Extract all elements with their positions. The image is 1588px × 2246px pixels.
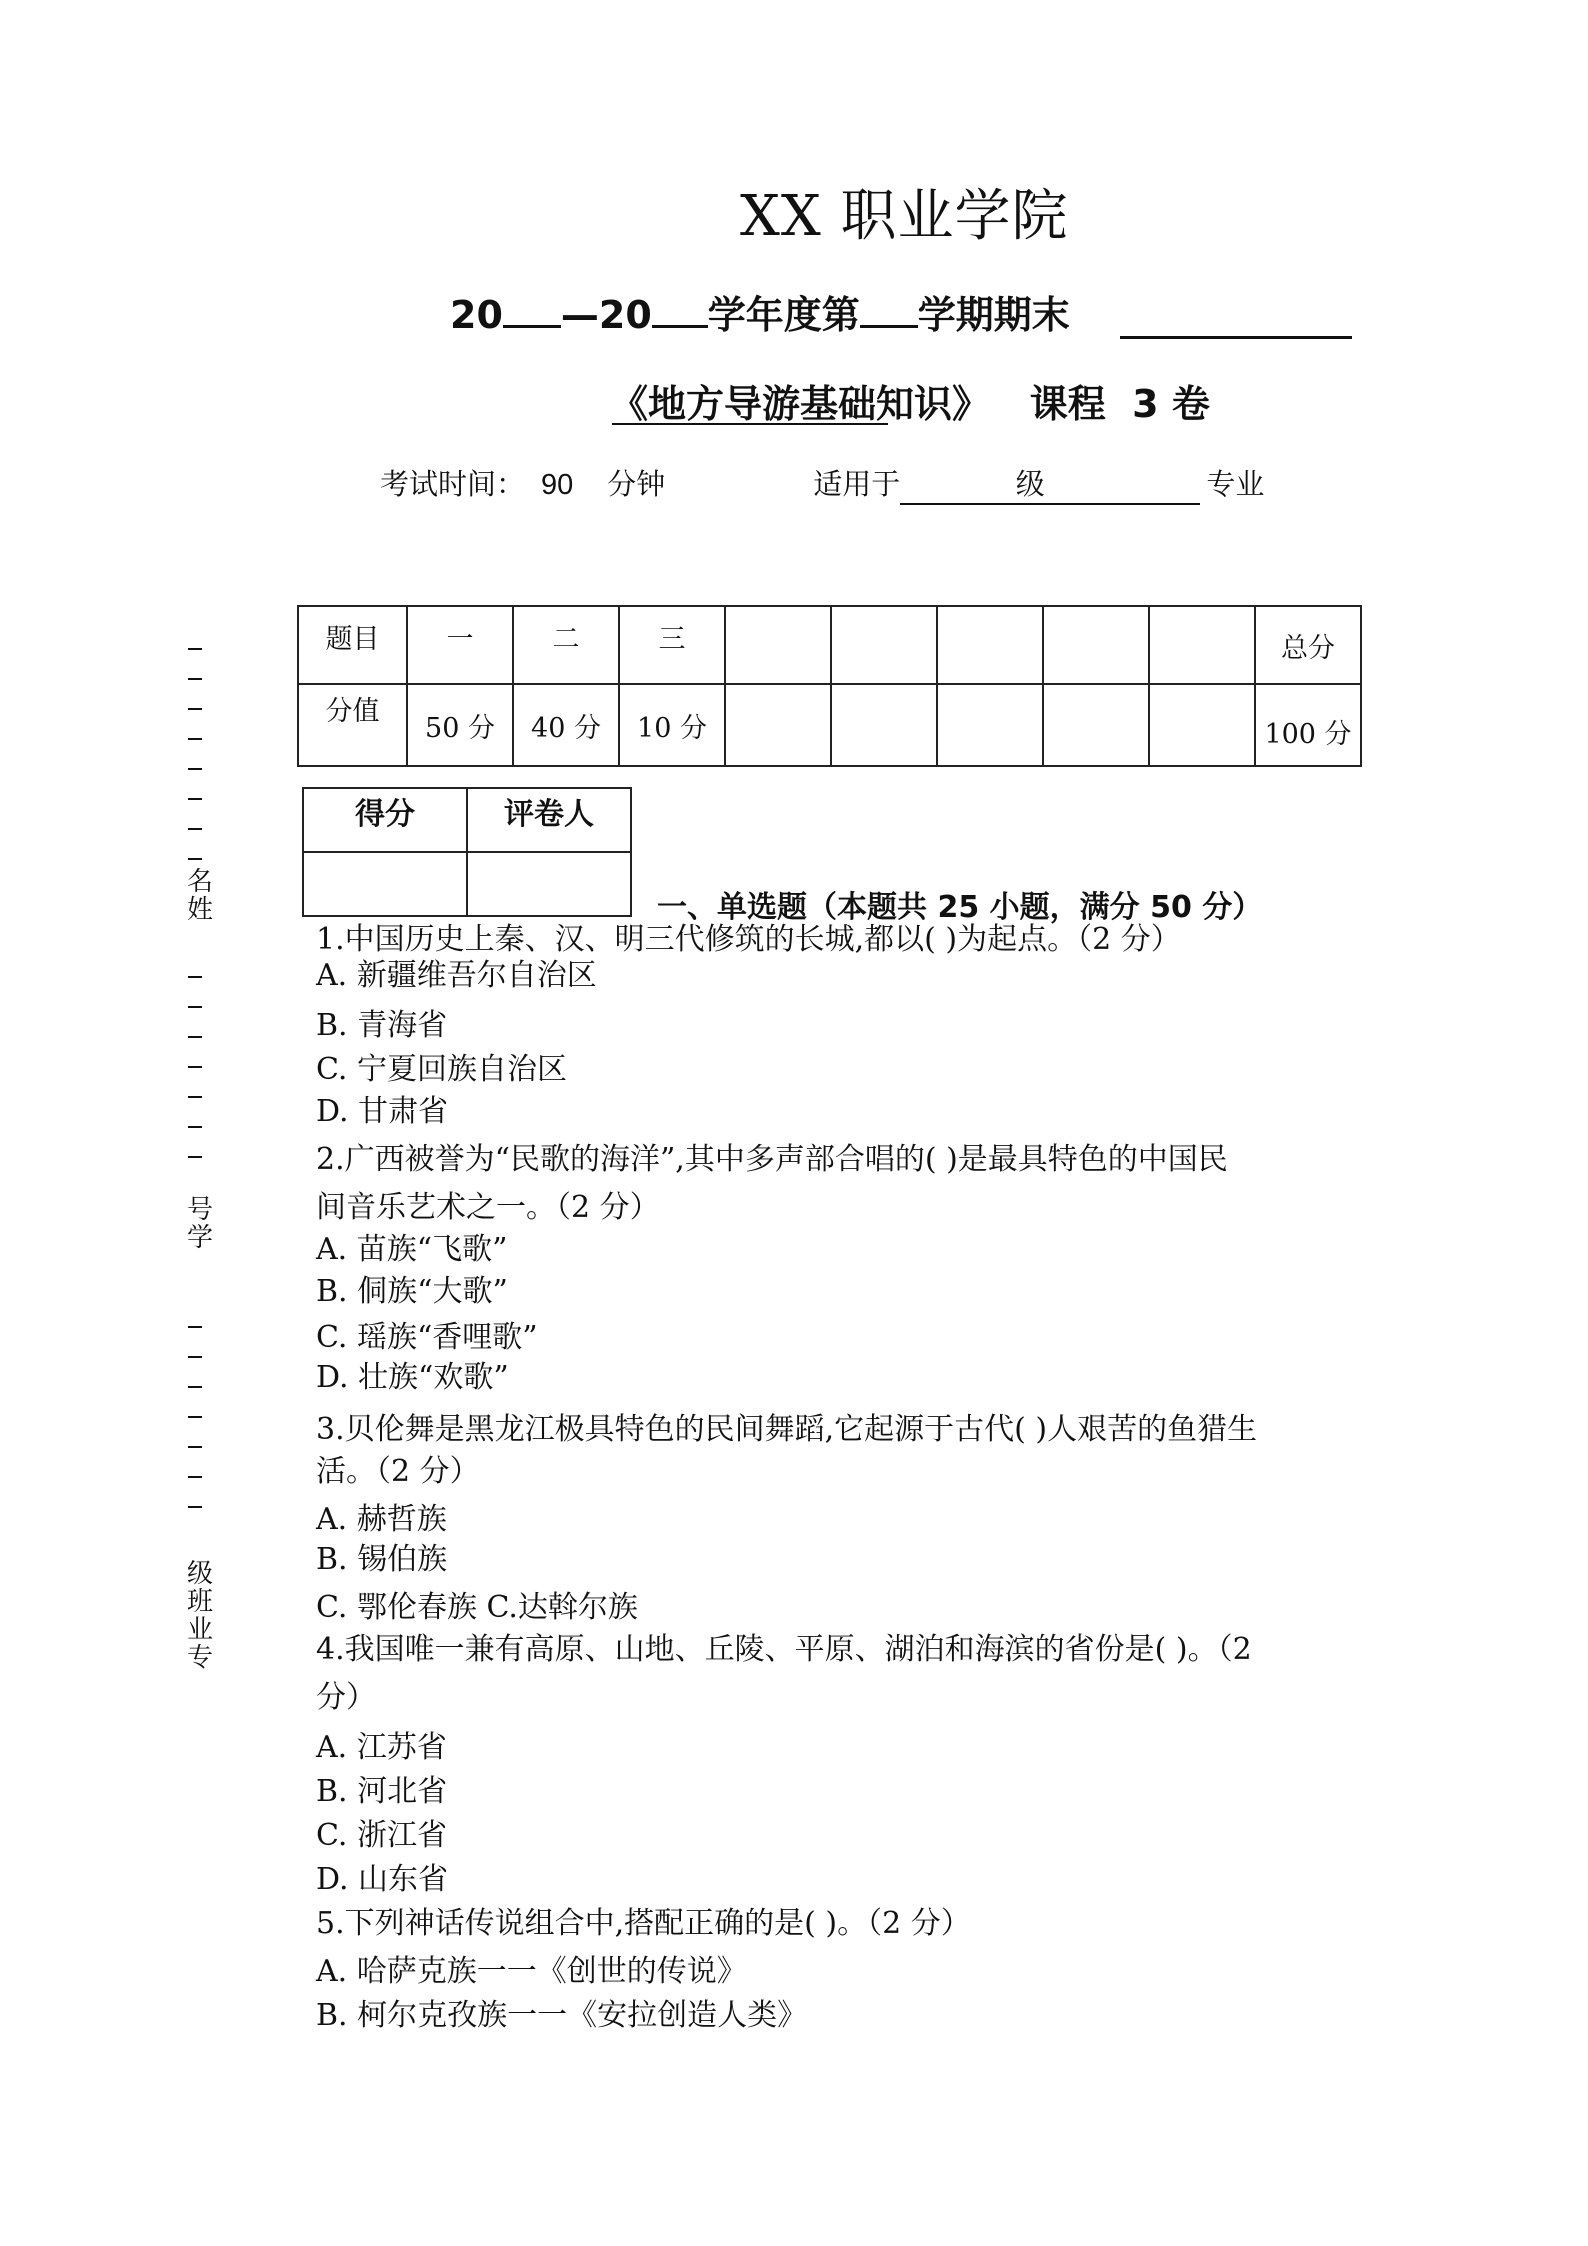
cell-value-4 <box>725 684 831 766</box>
term-year-end: —20 <box>560 293 652 337</box>
term-suffix: 学期期末 <box>917 293 1070 337</box>
applies-label: 适用于 <box>813 467 901 501</box>
answer-option: B. 河北省 <box>316 1774 448 1809</box>
answer-option: A. 新疆维吾尔自治区 <box>316 958 597 993</box>
question-stem-continued: 间音乐艺术之一。（2 分） <box>316 1190 660 1225</box>
margin-id-label: 号 学 <box>186 1195 213 1253</box>
answer-option: B. 青海省 <box>316 1008 448 1043</box>
binding-margin <box>180 640 220 1690</box>
cell-value-5 <box>831 684 937 766</box>
margin-dash <box>188 1326 202 1328</box>
cell-header-4 <box>725 606 831 684</box>
cell-header-3: 三 <box>619 606 725 684</box>
margin-dash <box>188 678 202 680</box>
term-middle-text: 学年度第 <box>707 293 860 337</box>
question-stem: 5.下列神话传说组合中,搭配正确的是( )。（2 分） <box>316 1906 971 1941</box>
answer-option: A. 江苏省 <box>316 1730 447 1765</box>
cell-header-1: 一 <box>407 606 513 684</box>
answer-option: D. 壮族“欢歌” <box>316 1360 509 1395</box>
margin-dash <box>188 1476 202 1478</box>
term-heading <box>450 284 1070 339</box>
cell-header-7 <box>1043 606 1149 684</box>
school-name: XX 职业学院 <box>740 184 1069 249</box>
margin-dash <box>188 1036 202 1038</box>
answer-option: A. 赫哲族 <box>316 1502 447 1537</box>
margin-dash <box>188 1416 202 1418</box>
score-table-row-headers <box>298 606 1361 684</box>
margin-dash <box>188 738 202 740</box>
answer-option: C. 瑶族“香哩歌” <box>316 1320 538 1355</box>
margin-dash <box>188 1356 202 1358</box>
answer-option: A. 苗族“飞歌” <box>316 1232 508 1267</box>
cell-header-6 <box>937 606 1043 684</box>
cell-value-1: 50 分 <box>407 684 513 766</box>
margin-dash <box>188 976 202 978</box>
margin-dash <box>188 828 202 830</box>
question-stem-continued: 活。（2 分） <box>316 1454 480 1489</box>
answer-option: C. 浙江省 <box>316 1818 447 1853</box>
answer-option: D. 山东省 <box>316 1862 449 1897</box>
cell-value-7 <box>1043 684 1149 766</box>
margin-name-label: 名 姓 <box>186 867 213 925</box>
exam-time-unit: 分钟 <box>607 467 666 501</box>
answer-option: D. 甘肃省 <box>316 1094 449 1129</box>
margin-dash <box>188 1446 202 1448</box>
cell-header-5 <box>831 606 937 684</box>
exam-time-label: 考试时间： <box>380 467 526 501</box>
cell-value-0: 分值 <box>298 684 407 766</box>
margin-dash <box>188 708 202 710</box>
answer-option: C. 鄂伦春族 C.达斡尔族 <box>316 1590 638 1625</box>
cell-header-2: 二 <box>513 606 619 684</box>
score-label: 得分 <box>303 788 467 852</box>
section-title: 一、单选题（本题共 25 小题，满分 50 分） <box>657 890 1263 925</box>
cell-header-8 <box>1149 606 1255 684</box>
score-input-cell[interactable] <box>303 852 467 916</box>
course-title: 《地方导游基础知识》 课程 3 卷 <box>610 382 1210 426</box>
margin-dash <box>188 768 202 770</box>
answer-option: B. 锡伯族 <box>316 1542 448 1577</box>
cell-header-total: 总分 <box>1255 606 1361 684</box>
major-label: 专业 <box>1206 467 1265 501</box>
score-table-row-values <box>298 684 1361 766</box>
margin-dash <box>188 1156 202 1158</box>
score-table <box>297 605 1362 767</box>
question-stem-continued: 分） <box>316 1680 376 1715</box>
semester-blank <box>860 289 918 328</box>
answer-option: C. 宁夏回族自治区 <box>316 1052 567 1087</box>
answer-option: B. 侗族“大歌” <box>316 1274 508 1309</box>
grader-table <box>302 787 632 917</box>
year-blank-2 <box>652 289 708 328</box>
exam-info <box>380 462 1264 505</box>
margin-dash <box>188 798 202 800</box>
margin-class-label: 级 班 业 专 <box>186 1559 213 1673</box>
margin-dash <box>188 1006 202 1008</box>
margin-dash <box>188 1386 202 1388</box>
course-underline <box>612 423 888 425</box>
grader-label: 评卷人 <box>467 788 631 852</box>
question-stem: 2.广西被誉为“民歌的海洋”,其中多声部合唱的( )是最具特色的中国民 <box>316 1142 1228 1177</box>
cell-value-6 <box>937 684 1043 766</box>
question-stem: 4.我国唯一兼有高原、山地、丘陵、平原、湖泊和海滨的省份是( )。（2 <box>316 1632 1252 1667</box>
term-trailing-line <box>1120 336 1352 339</box>
answer-option: B. 柯尔克孜族一一《安拉创造人类》 <box>316 1998 808 2033</box>
margin-dash <box>188 1096 202 1098</box>
margin-dash <box>188 1066 202 1068</box>
margin-dash <box>188 1506 202 1508</box>
grade-blank <box>900 462 1200 505</box>
cell-header-0: 题目 <box>298 606 407 684</box>
grade-label: 级 <box>1015 467 1045 501</box>
margin-dash <box>188 858 202 860</box>
year-blank-1 <box>503 289 561 328</box>
cell-value-3: 10 分 <box>619 684 725 766</box>
cell-value-total: 100 分 <box>1255 684 1361 766</box>
question-stem: 3.贝伦舞是黑龙江极具特色的民间舞蹈,它起源于古代( )人艰苦的鱼猎生 <box>316 1412 1258 1447</box>
margin-dash <box>188 1126 202 1128</box>
question-stem: 1.中国历史上秦、汉、明三代修筑的长城,都以( )为起点。（2 分） <box>316 922 1181 957</box>
grader-input-cell[interactable] <box>467 852 631 916</box>
exam-time-value: 90 <box>541 469 574 501</box>
term-year-start: 20 <box>450 293 503 337</box>
margin-dash <box>188 648 202 650</box>
cell-value-8 <box>1149 684 1255 766</box>
answer-option: A. 哈萨克族一一《创世的传说》 <box>316 1954 747 1989</box>
cell-value-2: 40 分 <box>513 684 619 766</box>
